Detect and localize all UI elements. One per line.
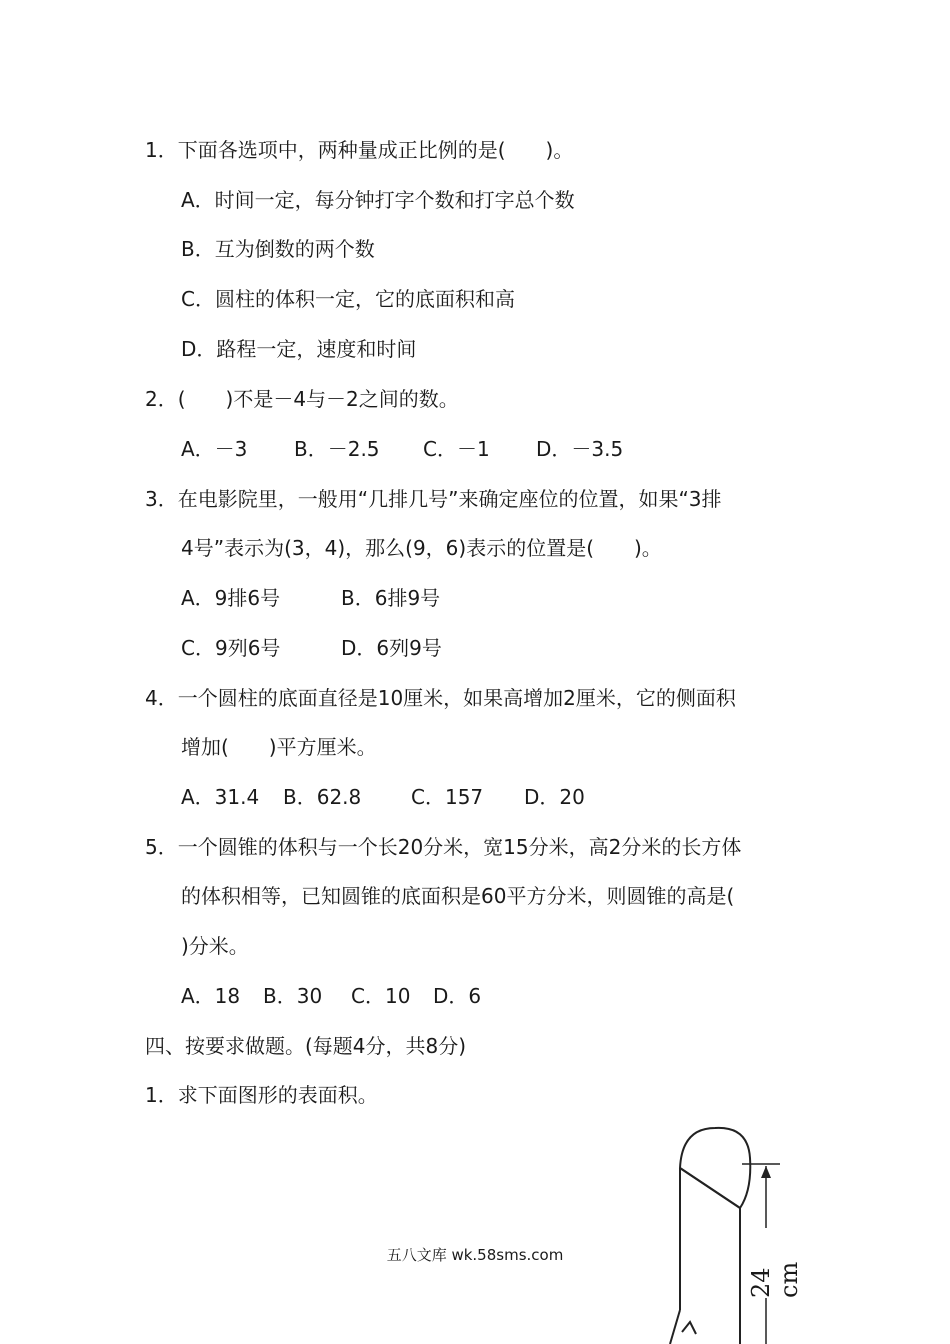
section4-heading: 四、按要求做题。(每题4分，共8分): [145, 1034, 467, 1058]
q1-option-d: D．路程一定，速度和时间: [181, 337, 417, 361]
q3-option-a: A．9排6号: [181, 586, 281, 610]
q4-options: [181, 783, 585, 811]
q5-options: [181, 982, 481, 1010]
q4-option-c: C．157: [411, 785, 484, 809]
footer-watermark: 五八文库 wk.58sms.com: [386, 1246, 564, 1264]
q1-stem: 1．下面各选项中，两种量成正比例的是( )。: [145, 138, 574, 162]
q4-stem-line1: 4．一个圆柱的底面直径是10厘米，如果高增加2厘米，它的侧面积: [145, 686, 736, 710]
q4-option-b: B．62.8: [283, 785, 362, 809]
q4-stem-line2: 增加( )平方厘米。: [181, 735, 377, 759]
q2-options: [181, 435, 623, 463]
q4-option-d: D．20: [524, 785, 585, 809]
q2-option-c: C．－1: [423, 437, 490, 461]
q5-option-c: C．10: [351, 984, 411, 1008]
q5-stem-line3: )分米。: [181, 934, 249, 958]
q2-option-d: D．－3.5: [536, 437, 624, 461]
q1-option-c: C．圆柱的体积一定，它的底面积和高: [181, 287, 515, 311]
q3-stem-line2: 4号”表示为(3，4)，那么(9，6)表示的位置是( )。: [181, 536, 662, 560]
q5-option-b: B．30: [263, 984, 323, 1008]
q3-option-b: B．6排9号: [341, 586, 441, 610]
dimension-label: 24 cm: [755, 1228, 795, 1298]
q2-stem: 2．( )不是－4与－2之间的数。: [145, 387, 459, 411]
q5-option-d: D．6: [433, 984, 482, 1008]
q1-option-a: A．时间一定，每分钟打字个数和打字总个数: [181, 188, 575, 212]
q5-stem-line2: 的体积相等，已知圆锥的底面积是60平方分米，则圆锥的高是(: [181, 884, 735, 908]
q3-option-d: D．6列9号: [341, 636, 442, 660]
q3-options-row1: [181, 584, 440, 612]
q3-stem-line1: 3．在电影院里，一般用“几排几号”来确定座位的位置，如果“3排: [145, 487, 722, 511]
q5-option-a: A．18: [181, 984, 241, 1008]
q5-stem-line1: 5．一个圆锥的体积与一个长20分米，宽15分米，高2分米的长方体: [145, 835, 742, 859]
section4-q1: 1．求下面图形的表面积。: [145, 1083, 378, 1107]
q1-option-b: B．互为倒数的两个数: [181, 237, 375, 261]
q3-option-c: C．9列6号: [181, 636, 281, 660]
q4-option-a: A．31.4: [181, 785, 260, 809]
q2-option-b: B．－2.5: [294, 437, 380, 461]
q2-option-a: A．－3: [181, 437, 248, 461]
q3-options-row2: [181, 634, 442, 662]
